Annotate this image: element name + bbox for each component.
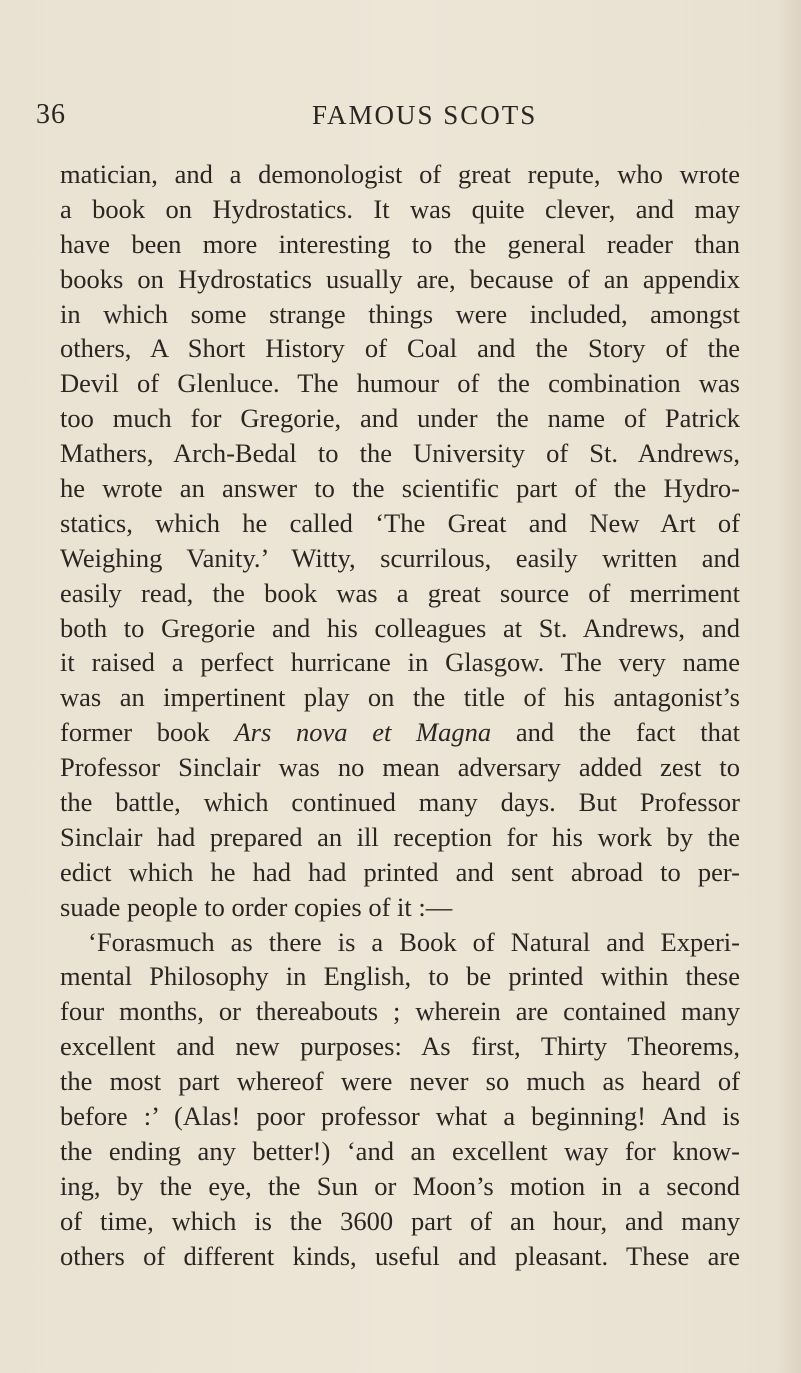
text-line: mental Philosophy in English, to be printed within these: [60, 961, 740, 992]
page-number: 36: [36, 99, 66, 130]
running-head: FAMOUS SCOTS: [312, 100, 538, 130]
book-title-italic: Ars nova et Magna: [234, 717, 492, 748]
text-line: Mathers, Arch-Bedal to the University of St. Andrews,: [60, 438, 740, 469]
text-line: Sinclair had prepared an ill reception for his work by the: [60, 821, 740, 852]
text-segment: and the fact that: [491, 717, 740, 748]
text-line: others, A Short History of Coal and the Story of the: [60, 333, 740, 364]
text-line-paragraph-start: ‘Forasmuch as there is a Book of Natural and Experi-: [88, 926, 740, 957]
text-line: easily read, the book was a great source of merriment: [60, 577, 740, 608]
page-edge-shadow: [775, 0, 801, 1373]
text-line-paragraph-end: suade people to order copies of it :—: [60, 891, 453, 922]
text-line: in which some strange things were included, amongst: [60, 298, 740, 329]
text-line: ing, by the eye, the Sun or Moon’s motion in a second: [60, 1170, 740, 1201]
text-line: before :’ (Alas! poor professor what a beginning! And is: [60, 1101, 740, 1132]
text-line: a book on Hydrostatics. It was quite clever, and may: [60, 193, 740, 224]
text-segment: former book: [60, 717, 235, 748]
text-line: four months, or thereabouts ; wherein are contained many: [60, 996, 740, 1027]
text-line: it raised a perfect hurricane in Glasgow. The very name: [60, 647, 740, 678]
text-line: matician, and a demonologist of great repute, who wrote: [60, 159, 740, 189]
text-line: he wrote an answer to the scientific part of the Hydro-: [60, 473, 740, 504]
text-line: both to Gregorie and his colleagues at St. Andrews, and: [60, 612, 740, 643]
text-line: the most part whereof were never so much as heard of: [60, 1066, 740, 1097]
text-line: the ending any better!) ‘and an excellent way for know-: [60, 1135, 740, 1166]
text-line: Devil of Glenluce. The humour of the combination was: [60, 368, 740, 399]
text-line: others of different kinds, useful and pleasant. These are: [60, 1240, 740, 1271]
text-line: the battle, which continued many days. But Professor: [60, 787, 740, 818]
text-line: statics, which he called ‘The Great and New Art of: [60, 507, 740, 538]
text-line: excellent and new purposes: As first, Thirty Theorems,: [60, 1031, 740, 1062]
text-line: books on Hydrostatics usually are, because of an appendix: [60, 263, 740, 294]
text-line: edict which he had had printed and sent abroad to per-: [60, 856, 740, 887]
text-line: too much for Gregorie, and under the name of Patrick: [60, 403, 740, 434]
text-line: of time, which is the 3600 part of an hour, and many: [60, 1205, 740, 1236]
text-line: Professor Sinclair was no mean adversary added zest to: [60, 752, 740, 783]
text-line-with-italic-title: [60, 715, 740, 750]
text-line: Weighing Vanity.’ Witty, scurrilous, easily written and: [60, 542, 740, 573]
body-text: [60, 157, 740, 1274]
text-line: was an impertinent play on the title of his antagonist’s: [60, 682, 740, 713]
page-header: [0, 92, 801, 132]
text-line: have been more interesting to the general reader than: [60, 228, 740, 259]
